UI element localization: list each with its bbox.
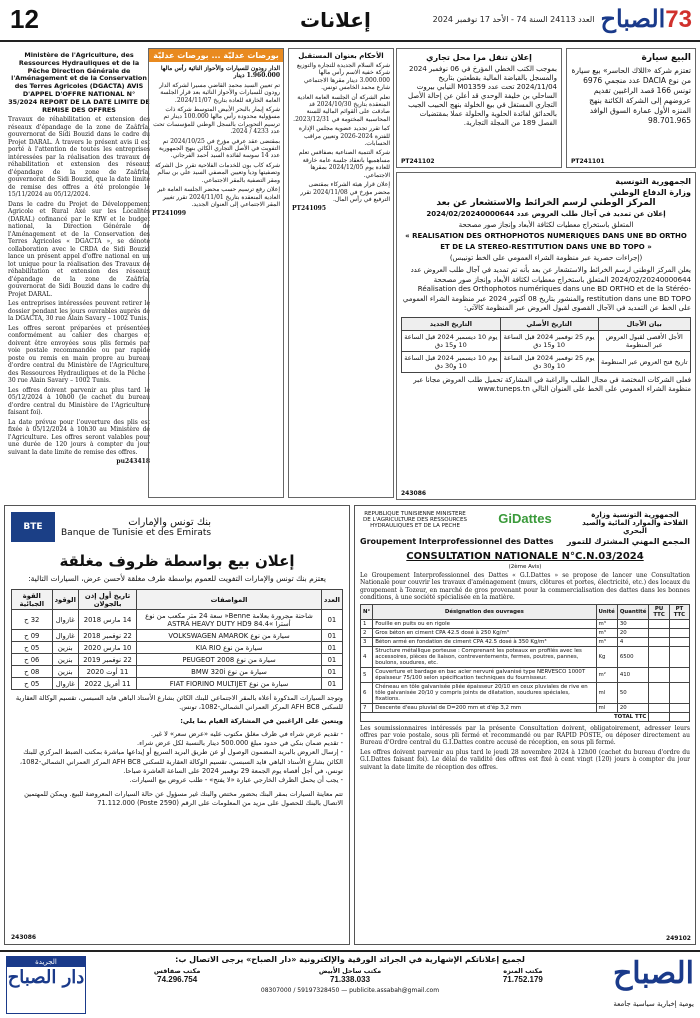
table-cell: 05 ح	[12, 642, 53, 654]
notice-paragraph: Dans le cadre du Projet de Développement Agricole et Rural Axé sur les Localités (DARAL) cofinancé par le KfW et le budget national, la Direction Générale de l'Aménagement et de la Conservation des Terres Agricoles « DGACTA », se dénote collaboration avec le CRDA de Sidi Bouzid lance un présent appel d'offre national en un lot unique pour la réalisation des Travaux de réhabilitation et extension des réseaux d'épandage de la zone de Zaâfrîa, gouvernorat de Sidi Bouzid dans le cadre du Projet DARAL.	[8, 200, 150, 298]
page-header	[0, 0, 700, 42]
group-name-fr: Groupement Interprofessionnel des Dattes	[360, 537, 554, 546]
table-cell: 5	[361, 667, 373, 682]
ad-title: إعلان تنقل مرا محل تجاري	[426, 53, 532, 62]
table-cell	[669, 619, 689, 628]
table-row	[361, 628, 690, 637]
ministry-ar: الجمهورية التونسية وزارة الفلاحة والموارد المائية والصيد البحري	[582, 511, 688, 535]
ad-title: البيع سيارة	[641, 53, 691, 63]
notice-paragraph: شركة إيمار بالبحر الأبيض المتوسط شركة ذات مسؤولية محدودة رأس مالها 100.000 دينار تم ترسيم التحويرات بالسجل الوطني للمؤسسات تحت عدد 4233 / 2024.	[153, 106, 280, 136]
column-heading: الأحكام بعنوان المستقبل	[298, 52, 384, 60]
table-cell: Kg	[596, 646, 617, 667]
table-cell: يوم 10 ديسمبر 2024 قبل الساعة 10 و30 دق	[402, 351, 501, 372]
table-cell: 3	[361, 637, 373, 646]
table-cell: سيارة من نوع KIA RIO	[137, 642, 322, 654]
table-cell	[669, 712, 689, 721]
table-header: المواصفات	[137, 590, 322, 610]
table-row	[12, 678, 343, 690]
table-cell: 01	[321, 678, 342, 690]
table-row	[361, 637, 690, 646]
column-heading: بورصات عدليّة ... بورصات عدليّة	[149, 49, 283, 62]
table-cell: 01	[321, 642, 342, 654]
table-cell: يوم 25 نوفمبر 2024 قبل الساعة 10 و30 دق	[500, 351, 598, 372]
table-cell: Chéneau en tôle galvanisée pliée épaisseur 20/10 en ceux pluviales de rive en tôle galvanisée 20/10 y compris joints de dilatation, soudures spéciales, fixations.	[373, 682, 596, 703]
gidattes-consultation-notice	[354, 505, 696, 945]
french-tender-notice	[4, 48, 154, 498]
assabah-logo: الصباح	[612, 956, 694, 991]
table-cell: سيارة من نوع VOLKSWAGEN AMAROK	[137, 630, 322, 642]
table-header: Désignation des ouvrages	[373, 604, 596, 619]
bank-name-fr: Banque de Tunisie et des Emirats	[61, 527, 212, 538]
office-phone: 71.752.179	[502, 975, 543, 984]
ad-paragraph: - تقديم ضمان بنكي في حدود مبلغ 500.000 دينار بالنسبة لكل عرض شراء.	[136, 739, 343, 748]
office-sahel	[265, 967, 435, 984]
ad-ref: PT241101	[571, 158, 605, 165]
ad-intro: يعتزم بنك تونس والإمارات التفويت للعموم بواسطة طرف مغلقة لأحسن عرض، السيارات التالية:	[28, 574, 326, 583]
office-sfax	[92, 967, 262, 984]
notice-paragraph: تم تعيين السيد محمد القاضي مسيرا لشركة الدار رودون للسيارات والأحواز النائية بعد قرار الجلسة العامة الخارقة للعادة بتاريخ 2024/11/07.	[159, 81, 280, 104]
procedure-note: (إجراءات حصرية عبر منظومة الشراء العمومي على الخط تونيبس)	[449, 254, 643, 262]
table-cell: 01	[321, 654, 342, 666]
car-sale-ad	[566, 48, 696, 168]
bank-logo	[11, 512, 343, 542]
masthead	[433, 4, 692, 34]
table-cell: Structure métallique porteuse : Comprenant les poteaux en profilés avec les accessoires, pièces de liaison, contreventements, fermes, poutres, pannes, boulons, soudures, etc.	[373, 646, 596, 667]
table-cell	[649, 682, 669, 703]
table-cell: 32 ح	[12, 610, 53, 630]
table-cell: 09 ح	[12, 630, 53, 642]
table-row	[12, 666, 343, 678]
table-cell: يوم 25 نوفمبر 2024 قبل الساعة 10 و15 دق	[500, 330, 598, 351]
notice-intro: Le Groupement Interprofessionnel des Dattes « G.I.Dattes » se propose de lancer une Consultation Nationale pour couvrir les travaux d'aménagement (murs, clôtures et portes, électricité, etc.) des locaux du groupement à Tozeur, en marché de gros provenant pour la commercialisation des dattes dans les bonnes conditions, à une société spécialisée en la matière.	[360, 572, 690, 602]
ad-ref: 243086	[11, 934, 37, 941]
office-title: مكتب ساحل الأبيض	[318, 967, 382, 975]
tender-footer: فعلى الشركات المختصة في مجال الطلب والراغبة في المشاركة تحميل طلب العروض مجانا عبر منظومة الشراء العمومي على الخط على العنوان التالي www.tuneps.tn	[413, 375, 691, 393]
ad-ref: 243086	[401, 490, 427, 497]
assabah-tagline: يومية إخبارية سياسية جامعة	[613, 1000, 694, 1008]
notice-ref: PT241099	[152, 210, 187, 218]
table-header: N°	[361, 604, 373, 619]
table-header: القوة الجبائية	[12, 590, 53, 610]
table-cell: 4	[361, 646, 373, 667]
title-fr-line2: ET DE LA STEREO-RESTITUTION DANS UNE BD TOPO »	[440, 243, 652, 251]
notice-paragraph: Les offres doivent parvenir au plus tard le 05/12/2024 à 10h00 (le cachet du bureau d'ordre central du Ministère de l'Agriculture faisant foi).	[8, 386, 150, 417]
table-cell	[649, 646, 669, 667]
ad-paragraph: ويتعين على الراغبين في المشاركة القيام بما يلي:	[180, 716, 343, 725]
table-cell: Fouille en puits ou en rigole	[373, 619, 596, 628]
table-cell: 11 أوت 2020	[78, 666, 136, 678]
dar-assabah-logo	[6, 956, 86, 1014]
logo-text: دار الصباح	[7, 967, 85, 988]
vehicles-table	[11, 589, 343, 690]
table-header: Unité	[596, 604, 617, 619]
contact-heading: لجميع إعلاناتكم الإشهارية في الجرائد الورقية والإلكترونية «دار الصباح» يرجى الاتصال ب:	[175, 955, 525, 964]
ad-paragraph: - إرسال العروض بالبريد المضمون الوصول أو عن طريق البريد السريع أو إيداعها مباشرة بمكتب الضبط المركزي للبنك الكائن بشارع الأستاذ الباهي قايد السبسي، تقسيم الوكالة العقارية للسكنى AFH BC8 المركز العمراني الشمالي-1082، تونس، في أجل أقصاه يوم الجمعة 29 نوفمبر 2024 على الساعة العاشرة صباحا.	[19, 748, 343, 776]
table-header: التاريخ الجديد	[402, 317, 501, 330]
table-cell: شاحنة مجرورة بعلامة Benne« سعة 24 متر مكعب من نوع أسترا »ASTRA HEAVY DUTY HD9 84.4	[137, 610, 322, 630]
orthophoto-tender-notice	[396, 172, 696, 500]
company-notices-column	[288, 48, 394, 498]
table-cell: يوم 10 ديسمبر 2024 قبل الساعة 10 و15 دق	[402, 330, 501, 351]
table-cell	[649, 628, 669, 637]
notice-title: الدار رودون للسيارات والأحواز النائية رأس مالها 1.960.000 دينار	[160, 65, 280, 80]
table-cell: Gros béton en ciment CPA 42.5 dosé à 250 Kg/m³	[373, 628, 596, 637]
notice-paragraph: بمقتضى عقد عرفي مؤرخ في 2024/10/25 تم التفويت في الأصل التجاري الكائن بنهج الجمهورية عدد 14 سوسة لفائدة السيد أحمد الفرجاني.	[158, 137, 280, 160]
deadline-table	[401, 317, 691, 373]
bank-name-ar: بنك تونس والإمارات	[128, 516, 212, 528]
table-cell: سيارة من نوع FIAT FIORINO MULTIJET	[137, 678, 322, 690]
ad-ref: PT241102	[401, 158, 435, 165]
call-subtitle: المتعلق باستخراج معطيات لكثافة الأبعاد وإنجاز صور مصححة	[458, 221, 634, 229]
notice-paragraph: Les offres seront préparées et présentées conformément au cahier des charges et doivent être envoyées sous plis fermés par voie postale recommandée ou par rapide poste ou remis en main propre au bureau d'ordre central du Ministère de l'Agriculture, des Ressources Hydrauliques et de la Pêche - 30 rue Alain Savary – 1002 Tunis.	[8, 324, 150, 385]
consultation-title: CONSULTATION NATIONALE N°C.N.03/2024	[406, 551, 644, 562]
table-cell: 14 مارس 2018	[78, 610, 136, 630]
table-total-row	[361, 712, 690, 721]
notice-paragraph: Travaux de réhabilitation et extension des réseaux d'épandage de la zone de Zaâfrîa, gouvernorat de Sidi Bouzid dans le cadre du Projet DARAL. À travers le présent avis il est porté à l'attention de toutes les entreprises intéressées par la réalisation des travaux de réhabilitation et extension des réseaux d'épandage de la zone de Zaâfrîa, gouvernorat de Sidi Bouzid, que la date limite de remise des offres a été prolongée le 15/11/2024 au 05/12/2024.	[8, 116, 150, 199]
table-cell	[649, 703, 669, 712]
notice-paragraph: إعلان قرار هيئة الشركاء بمقتضى محضر مؤرخ في 2024/11/08 تقرر الترفيع في رأس المال.	[300, 181, 390, 203]
table-cell: غازوال	[52, 610, 78, 630]
table-cell: بنزين	[52, 654, 78, 666]
group-name-ar: المجمع المهني المشترك للتمور	[566, 537, 690, 546]
notice-paragraph: إعلان رفع ترسيم حسب محضر الجلسة العامة غير العادية المنعقدة بتاريخ 2024/11/01 تقرر تغيير المقر الاجتماعي إلى العنوان الجديد.	[157, 186, 280, 208]
table-cell	[669, 646, 689, 667]
table-cell: 6500	[617, 646, 649, 667]
table-row	[12, 630, 343, 642]
gidattes-logo: GiDattes	[498, 511, 552, 526]
notice-ref: pu243418	[116, 458, 150, 466]
table-cell: 10 مارس 2020	[78, 642, 136, 654]
table-header: Quantité	[617, 604, 649, 619]
table-cell: 01	[321, 630, 342, 642]
table-cell: 4	[617, 637, 649, 646]
notice-ref: PT241095	[292, 205, 327, 213]
office-title: مكتب صفاقس	[153, 967, 201, 975]
table-row	[402, 351, 691, 372]
table-cell: Béton armé en fondation de ciment CPA 42.5 dosé à 350 Kg/m³	[373, 637, 596, 646]
table-cell: m²	[596, 667, 617, 682]
legal-notices-column	[148, 48, 284, 498]
table-cell: m³	[596, 619, 617, 628]
table-cell: 1	[361, 619, 373, 628]
table-cell	[669, 682, 689, 703]
office-phone: 71.338.033	[329, 975, 371, 984]
table-header: التاريخ الأصلي	[500, 317, 598, 330]
table-cell	[669, 703, 689, 712]
table-cell	[649, 637, 669, 646]
notice-paragraph: كما تقرر تجديد عضوية مجلس الإدارة للفترة 2024-2026 وتعيين مراقب الحسابات.	[298, 125, 390, 148]
bank-logo-mark: BTE	[11, 512, 55, 542]
table-cell: 22 نوفمبر 2018	[78, 630, 136, 642]
table-cell: 08 ح	[12, 666, 53, 678]
table-cell: غازوال	[52, 678, 78, 690]
table-cell: ml	[596, 703, 617, 712]
table-header: تاريخ أول إذن بالجولان	[78, 590, 136, 610]
total-label: TOTAL TTC	[361, 712, 649, 721]
ad-body: تعتزم شركة «اللاك الحاسر» بيع سيارة من نوع DACIA عدد منجمي 6976 تونس 166 قصد الراغبين تقديم عروضهم إلى الشركة الكائنة بنهج المنزه الأول عمارة السوق الوافد 98.701.965	[571, 66, 691, 125]
notice-heading: Ministère de l'Agriculture, des Ressources Hydrauliques et de la Pêche Direction Générale de l'Aménagement et de la Conservation des Terres Agricoles (DGACTA) AVIS D'APPEL D'OFFRE NATIONAL N° 35/2024 REPORT DE LA DATE LIMITE DE REMISE DES OFFRES	[8, 51, 150, 114]
center-name: المركز الوطني لرسم الخرائط والاستشعار عن بعد	[436, 198, 656, 208]
bank-vehicle-sale-ad	[4, 505, 350, 945]
table-row	[361, 682, 690, 703]
title-fr-line1: « REALISATION DES ORTHOPHOTOS NUMERIQUES DANS UNE BD ORTHO	[405, 232, 687, 240]
table-cell: تاريخ فتح العروض عبر المنظومة	[598, 351, 691, 372]
table-cell: سيارة من نوع PEUGEOT 2008	[137, 654, 322, 666]
table-cell	[649, 712, 669, 721]
table-header: PU TTC	[649, 604, 669, 619]
masthead-logo: 73الصباح	[600, 4, 692, 33]
table-cell	[669, 628, 689, 637]
table-cell: 01	[321, 610, 342, 630]
table-row	[402, 330, 691, 351]
works-table	[360, 604, 690, 722]
table-row	[12, 610, 343, 630]
table-cell: 01	[321, 666, 342, 678]
ad-paragraph: - تقديم عرض شراء في ظرف مغلق مكتوب عليه «عرض سعر» لا غير.	[150, 729, 343, 738]
office-menzah	[438, 967, 608, 984]
table-row	[361, 667, 690, 682]
commercial-transfer-ad	[396, 48, 562, 168]
call-title: إعلان عن تمديد في آجال طلب العروض عدد 2024/02/20240000644	[426, 210, 666, 218]
table-cell	[649, 619, 669, 628]
ad-body: بموجب الكتب الخطي المؤرخ في 06 نوفمبر 2024 والمسجل بالقباضة المالية بقطعتين بتاريخ 2024/11/04 تحت عدد M01359 النيابي بيروت الساحلي بن خليفة الوحدي قد أعلن عن إحالة الأصل التجاري المستغل في بيع الخلولة بنهج الحبيب الجيب بالحدائق لفائدة الحلوية والحلولة عملا بمقتضيات الفصل 189 من المجلة التجارية.	[407, 65, 557, 127]
logo-caption: الجريدة	[7, 957, 85, 967]
table-row	[12, 642, 343, 654]
notice-paragraph: شركة التنمية الصناعية بصفاقس تعلم مساهميها بانعقاد جلسة عامة خارقة للعادة يوم 2024/12/05 بمقرها الاجتماعي.	[298, 149, 390, 179]
ad-paragraph: - يجب أن يحمل الظرف الخارجي عبارة «لا يفتح» - طلب عروض بيع السيارات.	[129, 776, 343, 785]
table-cell: m³	[596, 628, 617, 637]
table-cell: 50	[617, 682, 649, 703]
table-cell: 30	[617, 619, 649, 628]
table-row	[361, 619, 690, 628]
table-cell: الأجل الأقصى لقبول العروض عبر المنظومة	[598, 330, 691, 351]
table-header: PT TTC	[669, 604, 689, 619]
ministry-fr: REPUBLIQUE TUNISIENNE MINISTERE DE L'AGRICULTURE DES RESSOURCES HYDRAULIQUES ET DE LA PECHE	[363, 511, 467, 529]
notice-paragraph: تعلم الشركة أن الجلسة العامة العادية المنعقدة بتاريخ 2024/10/30 قد صادقت على القوائم المالية للسنة المحاسبية المختومة في 2023/12/31.	[293, 93, 390, 123]
republic-label: الجمهورية التونسية	[615, 177, 691, 186]
table-cell: سيارة من نوع BMW 320i	[137, 666, 322, 678]
notice-paragraph: شركة السلام الجديدة للتجارة والتوزيع شركة خفية الاسم رأس مالها 3.000.000 دينار مقرها الاجتماعي شارع محمد الخامس تونس.	[296, 62, 390, 92]
notice-paragraph: شركة كاب بون للخدمات الفلاحية تقرر حل الشركة وتصفيتها وديا وتعيين المصفي السيد علي بن سالم ومقر التصفية بالمقر الاجتماعي.	[154, 161, 280, 184]
ad-title: إعلان بيع بواسطة ظروف مغلقة	[59, 552, 295, 570]
table-cell	[649, 667, 669, 682]
notice-paragraph: Les offres doivent parvenir au plus tard le jeudi 28 novembre 2024 à 12h00 (cachet du bureau d'ordre du G.I.Dattes faisant foi). Le délai de validité des offres est fixé à cent vingt (120) jours à compter du jour suivant la date limite de réception des offres.	[360, 748, 690, 771]
ad-paragraph: تتم معاينة السيارات بمقر البنك بحضور مختص والبنك غير مسؤول عن حالة السيارات المعروضة للبيع. ويمكن للمهتمين الاتصال بالبنك للحصول على مزيد من المعلومات على الرقم (Poste 2590) 71.112.000	[24, 789, 343, 807]
page-number: 12	[10, 4, 39, 34]
contact-footer-line: 08307000 / 59197328450 — publicite.assabah@gmail.com	[260, 987, 440, 994]
table-cell: 06 ح	[12, 654, 53, 666]
table-cell	[669, 637, 689, 646]
table-cell: 20	[617, 628, 649, 637]
table-header: الوقود	[52, 590, 78, 610]
table-cell: 410	[617, 667, 649, 682]
issue-info: العدد 24113 السنة 74 - الأحد 17 نوفمبر 2024	[432, 14, 595, 24]
table-cell: 2	[361, 628, 373, 637]
table-cell: m³	[596, 637, 617, 646]
table-cell: بنزين	[52, 666, 78, 678]
section-title: إعلانات	[300, 8, 371, 32]
table-cell: Descente d'eau pluvial de D=200 mm et d'ép 3,2 mm	[373, 703, 596, 712]
page-footer	[0, 950, 700, 1018]
table-cell: بنزين	[52, 642, 78, 654]
table-cell: غازوال	[52, 630, 78, 642]
notice-paragraph: La date prévue pour l'ouverture des plis est fixée à 05/12/2024 à 10h30 au Ministère de l'Agriculture. Les offres seront valables pour une durée de 120 jours à compter du jour suivant la date limite de remise des offres.	[8, 418, 150, 456]
table-cell: ml	[596, 682, 617, 703]
table-cell: 20	[617, 703, 649, 712]
ministry-label: وزارة الدفاع الوطني	[610, 188, 691, 197]
office-phone: 74.296.754	[157, 975, 198, 984]
table-cell: 6	[361, 682, 373, 703]
tender-body: يعلن المركز الوطني لرسم الخرائط والاستشعار عن بعد بأنه تم تمديد في آجال طلب العروض عدد 2024/02/20240000644 المتعلق باستخراج معطيات لكثافة الأبعاد وإنجاز صور مصححة Réalisation des Orthophotos numériques dans une BD ORTHO et de la Stéréo-restitution dans une BD TOPO والمنشور بتاريخ 08 أكتوبر 2024 عبر منظومة الشراء العمومي على الخط عن التمديد في الآجال القصوى لقبول العروض عبر المنظومة كالآتي:	[402, 266, 691, 312]
ad-ref: 249102	[665, 935, 691, 942]
notice-paragraph: Les entreprises intéressées peuvent retirer le dossier pendant les jours ouvrables auprès de la DGACTA, 30 rue Alain Savary – 1002 Tunis.	[8, 300, 150, 323]
table-cell: 11 أفريل 2022	[78, 678, 136, 690]
table-cell: 7	[361, 703, 373, 712]
table-cell: 05 ح	[12, 678, 53, 690]
table-row	[12, 654, 343, 666]
table-header: بيان الآجال	[598, 317, 691, 330]
notice-paragraph: Les soumissionnaires intéressés par la présente Consultation doivent, obligatoirement, adresser leurs offres par voie postale, sous pli fermé et recommandé ou par RAPID POSTE, ou déposer directement au Bureau d'Ordre central du G.I.Dattes contre accusé de réception, en sous pli fermé.	[360, 724, 690, 747]
office-title: مكتب المنزه	[503, 967, 543, 975]
table-header: العدد	[321, 590, 342, 610]
notice-number: (2ème Avis)	[508, 564, 542, 570]
table-cell	[669, 667, 689, 682]
contact-info	[92, 955, 608, 994]
ad-paragraph: وتوجد السيارات المذكورة أعلاه بالمقر الاجتماعي للبنك الكائن بشارع الأستاذ الباهي قايد السبسي، تقسيم الوكالة العقارية للسكنى AFH BC8 المركز العمراني الشمالي-1082، تونس.	[15, 694, 343, 712]
table-row	[361, 646, 690, 667]
table-row	[361, 703, 690, 712]
table-cell: 22 نوفمبر 2019	[78, 654, 136, 666]
table-cell: Couverture et bardage en bac acier nervuré galvanisé type NERVESCO 1000T épaisseur 75/100 selon spécification techniques du fournisseur.	[373, 667, 596, 682]
